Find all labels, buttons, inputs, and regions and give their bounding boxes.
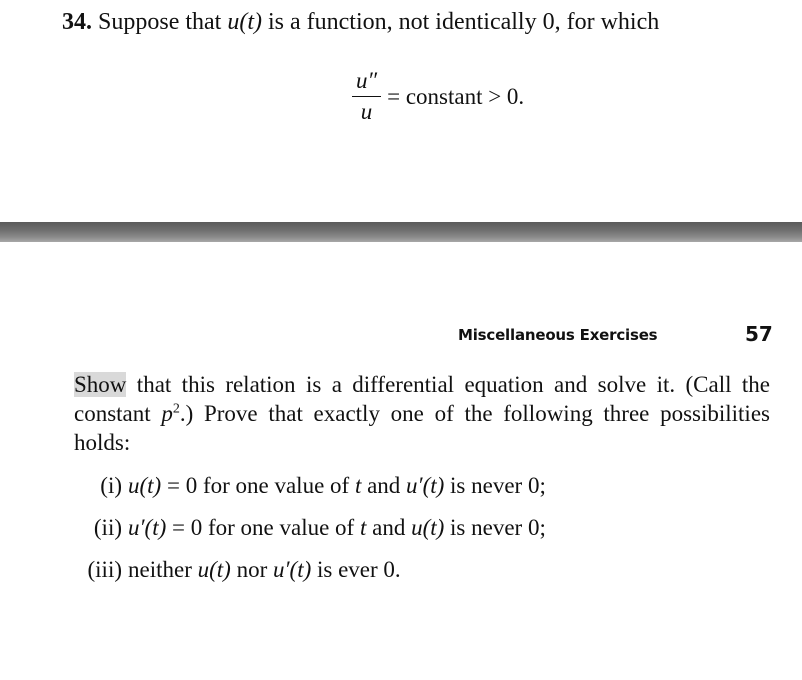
constant-exponent: 2 xyxy=(172,401,180,417)
equation-rhs: = constant > 0. xyxy=(387,83,525,109)
fraction-numerator: u″ xyxy=(356,68,378,93)
item-text: = 0 for one value of xyxy=(161,473,355,498)
math-expr: u(t) xyxy=(197,557,231,582)
highlighted-word: Show xyxy=(74,372,127,397)
math-expr: u(t) xyxy=(411,515,445,540)
constant-variable: p xyxy=(161,401,173,426)
list-item-label: (ii) xyxy=(93,515,122,540)
exercise-number: 34. xyxy=(62,9,92,35)
possibilities-list xyxy=(74,470,546,596)
fraction xyxy=(352,68,381,125)
exercise-statement xyxy=(62,9,659,36)
list-item-body xyxy=(128,470,546,502)
body-text-part2: .) Prove that exactly one of the following three possibilities holds: xyxy=(74,401,770,455)
math-expr: t xyxy=(354,473,362,498)
lower-page xyxy=(0,242,802,680)
running-head-title: Miscellaneous Exercises xyxy=(458,326,658,344)
exercise-intro-after: is a function, not identically 0, for which xyxy=(261,9,660,35)
math-expr: u′(t) xyxy=(273,557,312,582)
exercise-function: u(t) xyxy=(227,9,262,35)
item-text: = 0 for one value of xyxy=(166,515,360,540)
page-number: 57 xyxy=(745,322,773,346)
list-item xyxy=(74,512,546,554)
item-text: nor xyxy=(230,557,273,582)
math-expr: u′(t) xyxy=(128,515,167,540)
displayed-equation xyxy=(352,68,524,125)
upper-page xyxy=(0,0,802,222)
math-expr: t xyxy=(359,515,367,540)
body-paragraph xyxy=(74,370,770,457)
page-divider xyxy=(0,222,802,242)
body-text-part1: that this relation is a differential equation and solve it. (Call the constant xyxy=(74,372,770,426)
item-text: and xyxy=(366,515,412,540)
exercise-intro-before: Suppose that xyxy=(98,9,228,35)
list-item-body xyxy=(128,554,401,586)
item-text: and xyxy=(361,473,407,498)
list-item xyxy=(74,554,546,596)
list-item xyxy=(74,470,546,512)
fraction-denominator: u xyxy=(360,99,373,124)
list-item-label: (i) xyxy=(100,473,122,498)
item-text: is never 0; xyxy=(444,515,546,540)
math-expr: u′(t) xyxy=(406,473,445,498)
fraction-bar xyxy=(352,96,381,97)
list-item-label: (iii) xyxy=(87,557,122,582)
item-text: neither xyxy=(128,557,198,582)
item-text: is ever 0. xyxy=(311,557,401,582)
math-expr: u(t) xyxy=(128,473,162,498)
item-text: is never 0; xyxy=(444,473,546,498)
list-item-body xyxy=(128,512,546,544)
